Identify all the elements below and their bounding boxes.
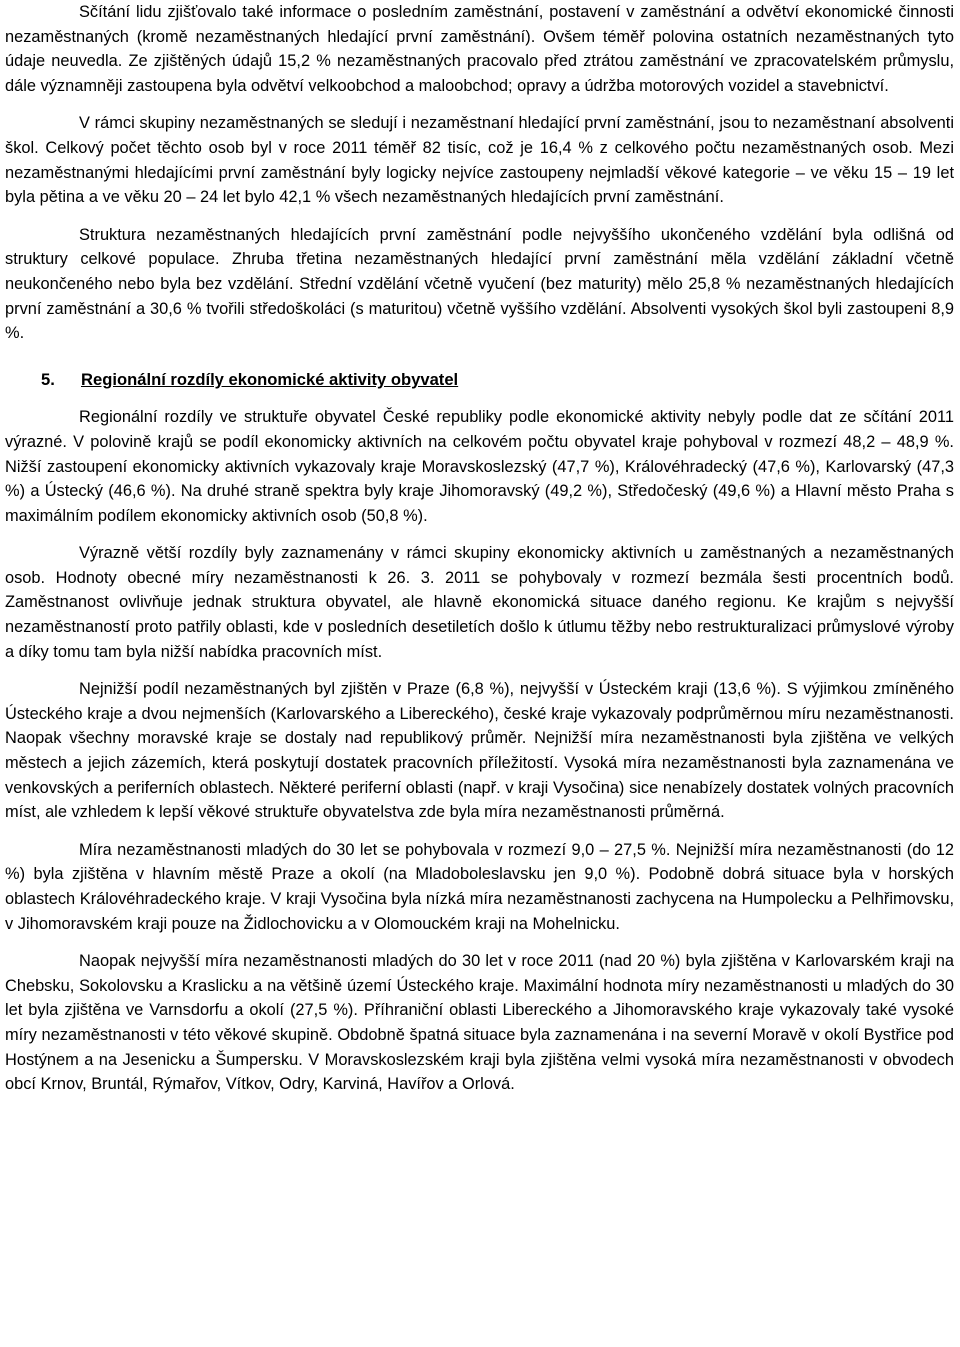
paragraph-highest-youth-unemployment: Naopak nejvyšší míra nezaměstnanosti mladých do 30 let v roce 2011 (nad 20 %) byla zjištěna v Karlovarském kraji na Chebsku, Sokolovsku a Kraslicku a na většině území Ústeckého kraje. Maximální hodnota míry nezaměstnanosti u mladých do 30 let byla zjištěna ve Varnsdorfu a okolí (27,5 %). Příhraniční oblasti Libereckého a Jihomoravského kraje vykazovaly také vysoké míry nezaměstnanosti v této věkové skupině. Obdobně špatná situace byla zaznamenána i na severní Moravě v okolí Bystřice pod Hostýnem a na Jesenicku a Šumpersku. V Moravskoslezském kraji byla zjištěna velmi vysoká míra nezaměstnanosti v obvodech obcí Krnov, Bruntál, Rýmařov, Vítkov, Odry, Karviná, Havířov a Orlová. bbox=[5, 952, 954, 1094]
section-heading bbox=[5, 368, 954, 393]
section-number: 5. bbox=[41, 369, 55, 389]
paragraph-lowest-unemployment: Nejnižší podíl nezaměstnaných byl zjištěn v Praze (6,8 %), nejvyšší v Ústeckém kraji (13,6 %). S výjimkou zmíněného Ústeckého kraje a dvou nejmenších (Karlovarského a Libereckého), české kraje vykazovaly podprůměrnou míru nezaměstnanosti. Naopak všechny moravské kraje se dostaly nad republikový průměr. Nejnižší míra nezaměstnanosti byla zjištěna ve velkých městech a jejich zázemích, která poskytují dostatek pracovních příležitostí. Vysoká míra nezaměstnanosti byla zaznamenána ve venkovských a periferních oblastech. Některé periferní oblasti (např. v kraji Vysočina) sice nenabízely dostatek volných pracovních míst, ale vzhledem k lepší věkové struktuře obyvatelstva zde byla míra nezaměstnanosti průměrná. bbox=[5, 680, 954, 822]
paragraph-first-job-seekers: V rámci skupiny nezaměstnaných se sledují i nezaměstnaní hledající první zaměstnání, jsou to nezaměstnaní absolventi škol. Celkový počet těchto osob byl v roce 2011 téměř 82 tisíc, což je 16,4 % z celkového počtu nezaměstnaných osob. Mezi nezaměstnanými hledajícími první zaměstnání byly logicky nejvíce zastoupeny nejmladší věkové kategorie – ve věku 15 – 19 let byla pětina a ve věku 20 – 24 let bylo 42,1 % všech nezaměstnaných hledajících první zaměstnání. bbox=[5, 114, 954, 207]
paragraph-regional-differences: Regionální rozdíly ve struktuře obyvatel České republiky podle ekonomické aktivity nebyly podle dat ze sčítání 2011 výrazné. V polovině krajů se podíl ekonomicky aktivních na celkovém počtu obyvatel kraje pohyboval v rozmezí 48,2 – 48,9 %. Nižší zastoupení ekonomicky aktivních vykazovaly kraje Moravskoslezský (47,7 %), Královéhradecký (47,6 %), Karlovarský (47,3 %) a Ústecký (46,6 %). Na druhé straně spektra byly kraje Jihomoravský (49,2 %), Středočeský (49,6 %) a Hlavní město Praha s maximálním podílem ekonomicky aktivních osob (50,8 %). bbox=[5, 408, 954, 525]
paragraph-education-structure: Struktura nezaměstnaných hledajících první zaměstnání podle nejvyššího ukončeného vzdělání byla odlišná od struktury celkové populace. Zhruba třetina nezaměstnaných hledající první zaměstnání měla vzdělání základní včetně neukončeného nebo byla bez vzdělání. Střední vzdělání včetně vyučení (bez maturity) mělo 25,8 % nezaměstnaných hledajících první zaměstnání a 30,6 % tvořili středoškoláci (s maturitou) včetně vyššího vzdělání. Absolventi vysokých škol byli zastoupeni 8,9 %. bbox=[5, 225, 954, 343]
paragraph-unemployment-range: Výrazně větší rozdíly byly zaznamenány v rámci skupiny ekonomicky aktivních u zaměstnaných a nezaměstnaných osob. Hodnoty obecné míry nezaměstnanosti k 26. 3. 2011 se pohybovaly v rozmezí bezmála šesti procentních bodů. Zaměstnanost ovlivňuje jednak struktura obyvatel, ale hlavně ekonomická situace daného regionu. Ke krajům s nejvyšší nezaměstnaností proto patřily oblasti, kde v posledních desetiletích došlo k útlumu těžby nebo restrukturalizaci průmyslové výroby a díky tomu tam byla nižší nabídka pracovních míst. bbox=[5, 544, 954, 661]
paragraph-youth-unemployment: Míra nezaměstnanosti mladých do 30 let se pohybovala v rozmezí 9,0 – 27,5 %. Nejnižší míra nezaměstnanosti (do 12 %) byla zjištěna v hlavním městě Praze a okolí (na Mladoboleslavsku jen 9,0 %). Podobně dobrá situace byla v horských oblastech Královéhradeckého kraje. V kraji Vysočina byla nízká míra nezaměstnanosti zachycena na Humpolecku a Pelhřimovsku, v Jihomoravském kraji pouze na Židlochovicku a v Olomouckém kraji na Mohelnicku. bbox=[5, 840, 954, 933]
paragraph-last-employment: Sčítání lidu zjišťovalo také informace o posledním zaměstnání, postavení v zaměstnání a odvětví ekonomické činnosti nezaměstnaných (kromě nezaměstnaných hledající první zaměstnání). Ovšem téměř polovina ostatních nezaměstnaných tyto údaje neuvedla. Ze zjištěných údajů 15,2 % nezaměstnaných pracovalo před ztrátou zaměstnání ve zpracovatelském průmyslu, dále významněji zastoupena byla odvětví velkoobchod a maloobchod; opravy a údržba motorových vozidel a stavebnictví. bbox=[5, 3, 954, 95]
section-title: Regionální rozdíly ekonomické aktivity obyvatel bbox=[81, 369, 459, 389]
